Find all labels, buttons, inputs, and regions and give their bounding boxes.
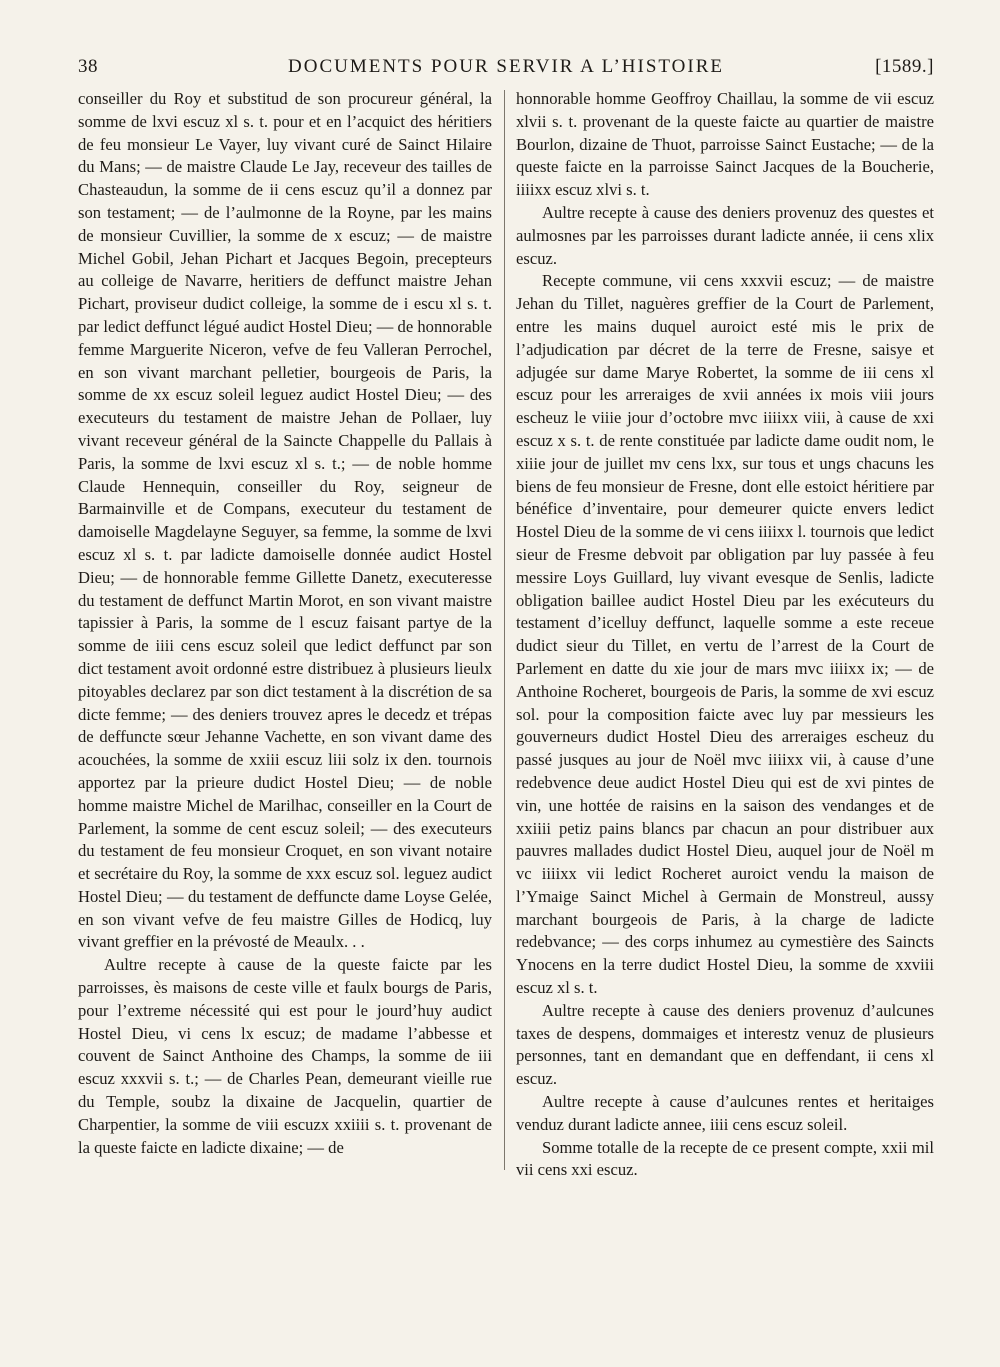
paragraph: honnorable homme Geoffroy Chaillau, la somme de vii escuz xlvii s. t. provenant de la queste faicte au quartier de maistre Bourlon, dizaine de Thuot, parroisse Sainct Eustache; — de la queste faicte en la parroisse Sainct Jacques de la Boucherie, iiiixx escuz xlvi s. t. <box>516 89 934 200</box>
paragraph: Aultre recepte à cause de la queste faicte par les parroisses, ès maisons de ceste ville et faulx bourgs de Paris, pour l’extreme nécessité qui est pour le jourd’huy audict Hostel Dieu, vi cens lx escuz; de madame l’abbesse et couvent de Sainct Anthoine des Champs, la somme de iii escuz xxxvii s. t.; — de Charles Pean, demeurant vieille rue du Temple, soubz la dixaine de Jacquelin, quartier de Charpentier, la somme de viii escuzx xxiiii s. t. provenant de la queste faicte en ladicte dixaine; — de <box>78 955 492 1157</box>
page-header <box>78 56 934 84</box>
paragraph: Aultre recepte à cause des deniers provenuz des questes et aulmosnes par les parroisses durant ladicte année, ii cens xlix escuz. <box>516 202 934 268</box>
page-number: 38 <box>78 56 98 77</box>
column-divider <box>504 90 505 1170</box>
paragraph: conseiller du Roy et substitud de son procureur général, la somme de lxvi escuz xl s. t. pour et en l’acquict des héritiers de feu monsieur Le Vayer, luy vivant curé de Sainct Hilaire du Mans; — de maistre Claude Le Jay, receveur des tailles de Chasteaudun, la somme de ii cens escuz qu’il a donnez par son testament; — de l’aulmonne de la Royne, par les mains de monsieur Cuvillier, la somme de x escuz; — de maistre Michel Gobil, Jehan Pichart et Jacques Begoin, precepteurs au colleige de Navarre, heritiers de deffunct maistre Jehan Pichart, proviseur dudict colleige, la somme de i escu xl s. t. par ledict deffunct légué audict Hostel Dieu; — de honnorable femme Marguerite Niceron, vefve de feu Valleran Perrochel, en son vivant marchant pelletier, bourgeois de Paris, la somme de xx escuz soleil leguez audict Hostel Dieu; — des executeurs du testament de maistre Jehan de Pollaer, luy vivant receveur général de la Saincte Chappelle du Pallais à Paris, la somme de lxvi escuz xl s. t.; — de noble homme Claude Hennequin, conseiller du Roy, seigneur de Barmainville et de Compans, executeur du testament de damoiselle Magdelayne Seguyer, sa femme, la somme de lxvi escuz xl s. t. par ladicte damoiselle donnée audict Hostel Dieu; — de honnorable femme Gillette Danetz, executeresse du testament de deffunct Martin Morot, en son vivant maistre tapissier à Paris, la somme de l escuz faisant partye de la somme de iiii cens escuz soleil que ledict deffunct par son dict testament avoit ordonné estre distribuez à plusieurs lieulx pitoyables declarez par son dict testament à la discrétion de sa dicte femme; — des deniers trouvez apres le decedz et trépas de deffuncte sœur Jehanne Vachette, en son vivant dame des acouchées, la somme de xxiii escuz liii solz ix den. tournois apportez par la prieure dudict Hostel Dieu; — de noble homme maistre Michel de Marilhac, conseiller en la Court de Parlement, la somme de cent escuz soleil; — des executeurs du testament de feu monsieur Croquet, en son vivant notaire et secrétaire du Roy, la somme de xxx escuz sol. leguez audict Hostel Dieu; — du testament de deffuncte dame Loyse Gelée, en son vivant vefve de feu maistre Gilles de Hodicq, luy vivant greffier en la prévosté de Meaulx. . . <box>78 89 492 952</box>
left-column <box>78 88 492 1159</box>
paragraph: Somme totalle de la recepte de ce present compte, xxii mil vii cens xxi escuz. <box>516 1137 934 1180</box>
running-title: DOCUMENTS POUR SERVIR A L’HISTOIRE <box>288 56 724 77</box>
paragraph: Aultre recepte à cause d’aulcunes rentes et heritaiges venduz durant ladicte annee, iiii cens escuz soleil. <box>516 1092 934 1134</box>
paragraph: Recepte commune, vii cens xxxvii escuz; — de maistre Jehan du Tillet, naguères greffier de la Court de Parlement, entre les mains duquel auroict esté mis le prix de l’adjudication par décret de la terre de Fresne, saisye et adjugée sur dame Marye Robertet, la somme de iii cens xl escuz pour les arreraiges de xvii années ix mois viii jours escheuz le viiie jour d’octobre mvc iiiixx viii, à cause de xxi escuz x s. t. de rente constituée par ladicte dame oudit nom, le xiiie jour de juillet mv cens lxx, sur tous et ungs chacuns les biens de feu monsieur de Fresne, dont elle estoict héritiere par bénéfice d’inventaire, pour demeurer quicte envers ledict Hostel Dieu de la somme de vi cens iiiixx l. tournois que ledict sieur de Fresme debvoit par obligation par luy passée à feu messire Loys Guillard, luy vivant evesque de Senlis, ladicte obligation baillee audict Hostel Dieu par les exécuteurs du testament d’icelluy deffunct, laquelle somme a este receue dudict sieur du Tillet, en vertu de l’arrest de la Court de Parlement en datte du xie jour de mars mvc iiiixx ix; — de Anthoine Rocheret, bourgeois de Paris, la somme de xvi escuz sol. pour la composition faicte avec luy par messieurs les gouverneurs dudict Hostel Dieu des arreraiges escheuz du passé jusques au jour de Noël mvc iiiixx vii, à cause d’une redebvence deue audict Hostel Dieu qui est de xvi pintes de vin, une hottée de raisins en la saison des vendanges et de xxiiii petiz pains blancs par chacun an pour distribuer aux pauvres mallades dudict Hostel Dieu, auquel jour de Noël m vc iiiixx vii ledict Rocheret auroict vendu la maison de l’Ymaige Sainct Michel à Germain de Monstreul, aussy marchant bourgeois de Paris, à la charge de ladicte redebvance; — des corps inhumez au cymestière des Saincts Ynocens en la terre dudict Hostel Dieu, la somme de xxviii escuz xl s. t. <box>516 271 934 998</box>
right-column <box>516 88 934 1182</box>
paragraph: Aultre recepte à cause des deniers provenuz d’aulcunes taxes de despens, dommaiges et interestz venuz de plusieurs personnes, tant en demandant que en deffendant, ii cens xl escuz. <box>516 1000 934 1089</box>
year-marker: [1589.] <box>875 56 934 77</box>
